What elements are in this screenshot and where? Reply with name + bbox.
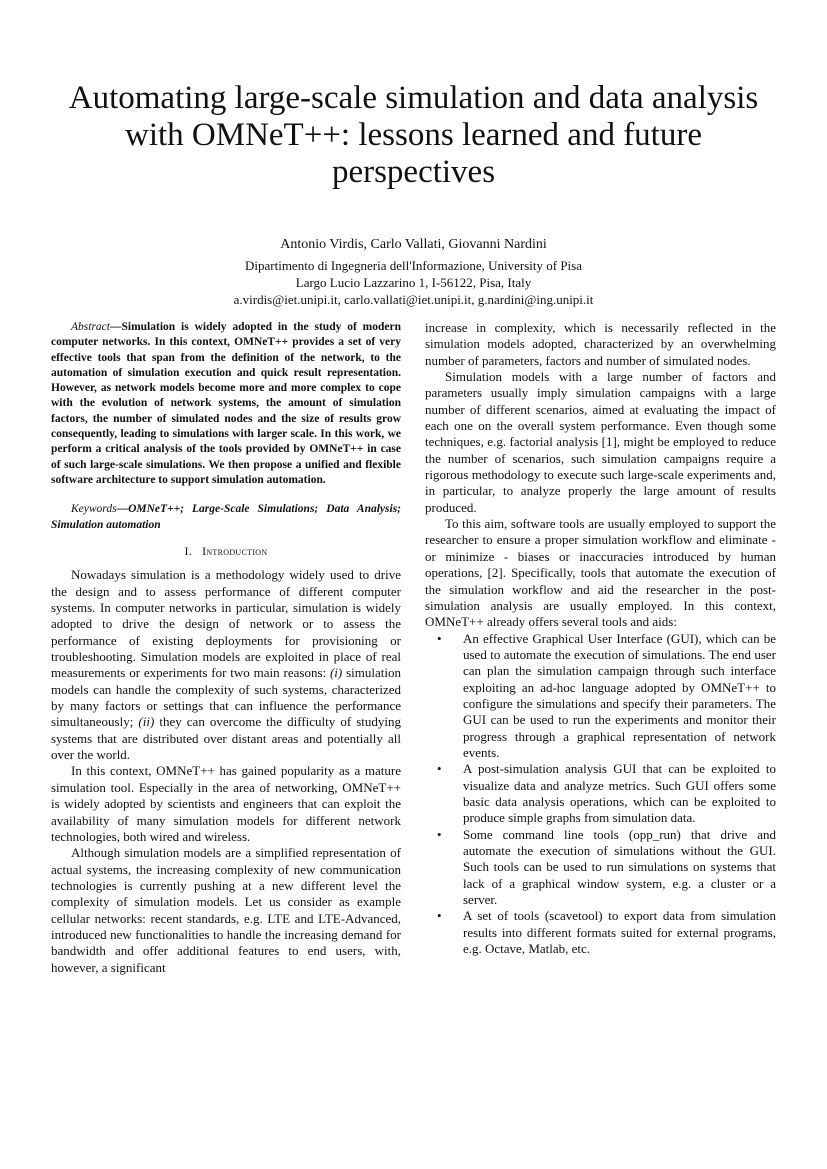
bullet-icon: •: [437, 908, 442, 924]
list-item: • A post-simulation analysis GUI that can be exploited to visualize data and analyze metrics. Such GUI offers some basic data analysis operations, which can be exploited to produce simple graphs from simulation data.: [437, 761, 776, 826]
abstract-lead: Abstract: [71, 321, 110, 333]
intro-paragraph-2: In this context, OMNeT++ has gained popularity as a mature simulation tool. Especially in the area of networking, OMNeT++ is widely adopted by scientists and engineers that can exploit the availability of many simulation models for different network technologies, both wired and wireless.: [51, 763, 401, 844]
intro-paragraph-1: Nowadays simulation is a methodology widely used to drive the design and to assess performance of different computer systems. In computer networks in particular, simulation is widely adopted to drive the design of network or to assess the performance of existing deployments for provisioning or troubleshooting. Simulation models are exploited in place of real measurements or experiments for two main reasons: (i) simulation models can handle the complexity of such systems, characterized by many factors or settings that can influence the performance simultaneously; (ii) they can overcome the difficulty of studying systems that are distributed over distant areas and potentially all over the world.: [51, 567, 401, 763]
section-heading: [51, 543, 401, 560]
right-column: [425, 320, 776, 957]
intro-paragraph-4: Simulation models with a large number of factors and parameters usually imply simulation campaigns with a large number of different scenarios, aimed at evaluating the impact of each one on the overall system performance. Even though some techniques, e.g. factorial analysis [1], might be employed to reduce the number of scenarios, such simulation campaigns require a rigorous methodology to execute such large-scale experiments and, in particular, to analyze properly the large amount of results produced.: [425, 369, 776, 515]
bullet-icon: •: [437, 761, 442, 777]
abstract-body: —Simulation is widely adopted in the study of modern computer networks. In this context, OMNeT++ provides a set of very effective tools that span from the definition of the network, to the automation of simulation execution and quick result representation. However, as network models become more and more complex to cope with the evolution of network systems, the amount of simulation factors, the number of simulated nodes and the size of results grow consequently, leading to simulations with larger scale. In this work, we perform a critical analysis of the tools provided by OMNeT++ in case of such large-scale simulations. We then propose a unified and flexible software architecture to support simulation automation.: [51, 321, 401, 486]
intro-paragraph-3: Although simulation models are a simplified representation of actual systems, the increasing complexity of new communication technologies is currently pushing at a new different level the complexity of simulation models. Let us consider as example cellular networks: recent standards, e.g. LTE and LTE-Advanced, introduced new functionalities to handle the increasing demand for bandwidth and offer additional features to end users, with, however, a significant: [51, 845, 401, 975]
affiliation-department: Dipartimento di Ingegneria dell'Informazione, University of Pisa: [245, 258, 582, 273]
left-column: [51, 320, 401, 976]
list-item: • A set of tools (scavetool) to export data from simulation results into different formats suited for external programs, e.g. Octave, Matlab, etc.: [437, 908, 776, 957]
list-item: • An effective Graphical User Interface (GUI), which can be used to automate the execution of simulations. The end user can plan the simulation campaign through such interface exploiting an ad-hoc language adopted by OMNeT++ to configure the simulations and specify their parameters. The GUI can be used to run the experiments and monitor their progress through a graphical representation of network events.: [437, 630, 776, 760]
keywords: [51, 502, 401, 533]
affiliation-block: [40, 257, 787, 308]
affiliation-address: Largo Lucio Lazzarino 1, I-56122, Pisa, Italy: [295, 275, 532, 290]
author-emails: a.virdis@iet.unipi.it, carlo.vallati@iet.unipi.it, g.nardini@ing.unipi.it: [233, 292, 594, 307]
intro-paragraph-5: To this aim, software tools are usually employed to support the researcher to ensure a proper simulation workflow and eliminate - or minimize - biases or inaccuracies introduced by human operations, [2]. Specifically, tools that automate the execution of the simulation workflow and aid the researcher in the post-simulation analysis are usually employed. In this context, OMNeT++ already offers several tools and aids:: [425, 516, 776, 630]
bullet-icon: •: [437, 630, 442, 646]
paper-title: [40, 80, 787, 191]
title-line: perspectives: [331, 154, 496, 190]
intro-paragraph-3-continued: increase in complexity, which is necessarily reflected in the simulation models adopted, characterized by an overwhelming number of parameters, factors and number of simulated nodes.: [425, 320, 776, 368]
title-line: with OMNeT++: lessons learned and future: [124, 117, 702, 153]
section-title: Introduction: [202, 543, 268, 558]
abstract: [51, 320, 401, 488]
author-list: Antonio Virdis, Carlo Vallati, Giovanni Nardini: [280, 237, 547, 252]
section-number: I.: [184, 543, 193, 558]
keywords-body: —OMNeT++; Large-Scale Simulations; Data Analysis; Simulation automation: [51, 503, 401, 531]
tool-list: [425, 631, 776, 958]
list-item: • Some command line tools (opp_run) that drive and automate the execution of simulations without the GUI. Such tools can be used to run simulations on systems that lack of a graphical window system, e.g. a cluster or a server.: [437, 826, 776, 908]
title-line: Automating large-scale simulation and data analysis: [68, 80, 759, 116]
keywords-lead: Keywords: [71, 503, 117, 516]
bullet-icon: •: [437, 826, 442, 842]
